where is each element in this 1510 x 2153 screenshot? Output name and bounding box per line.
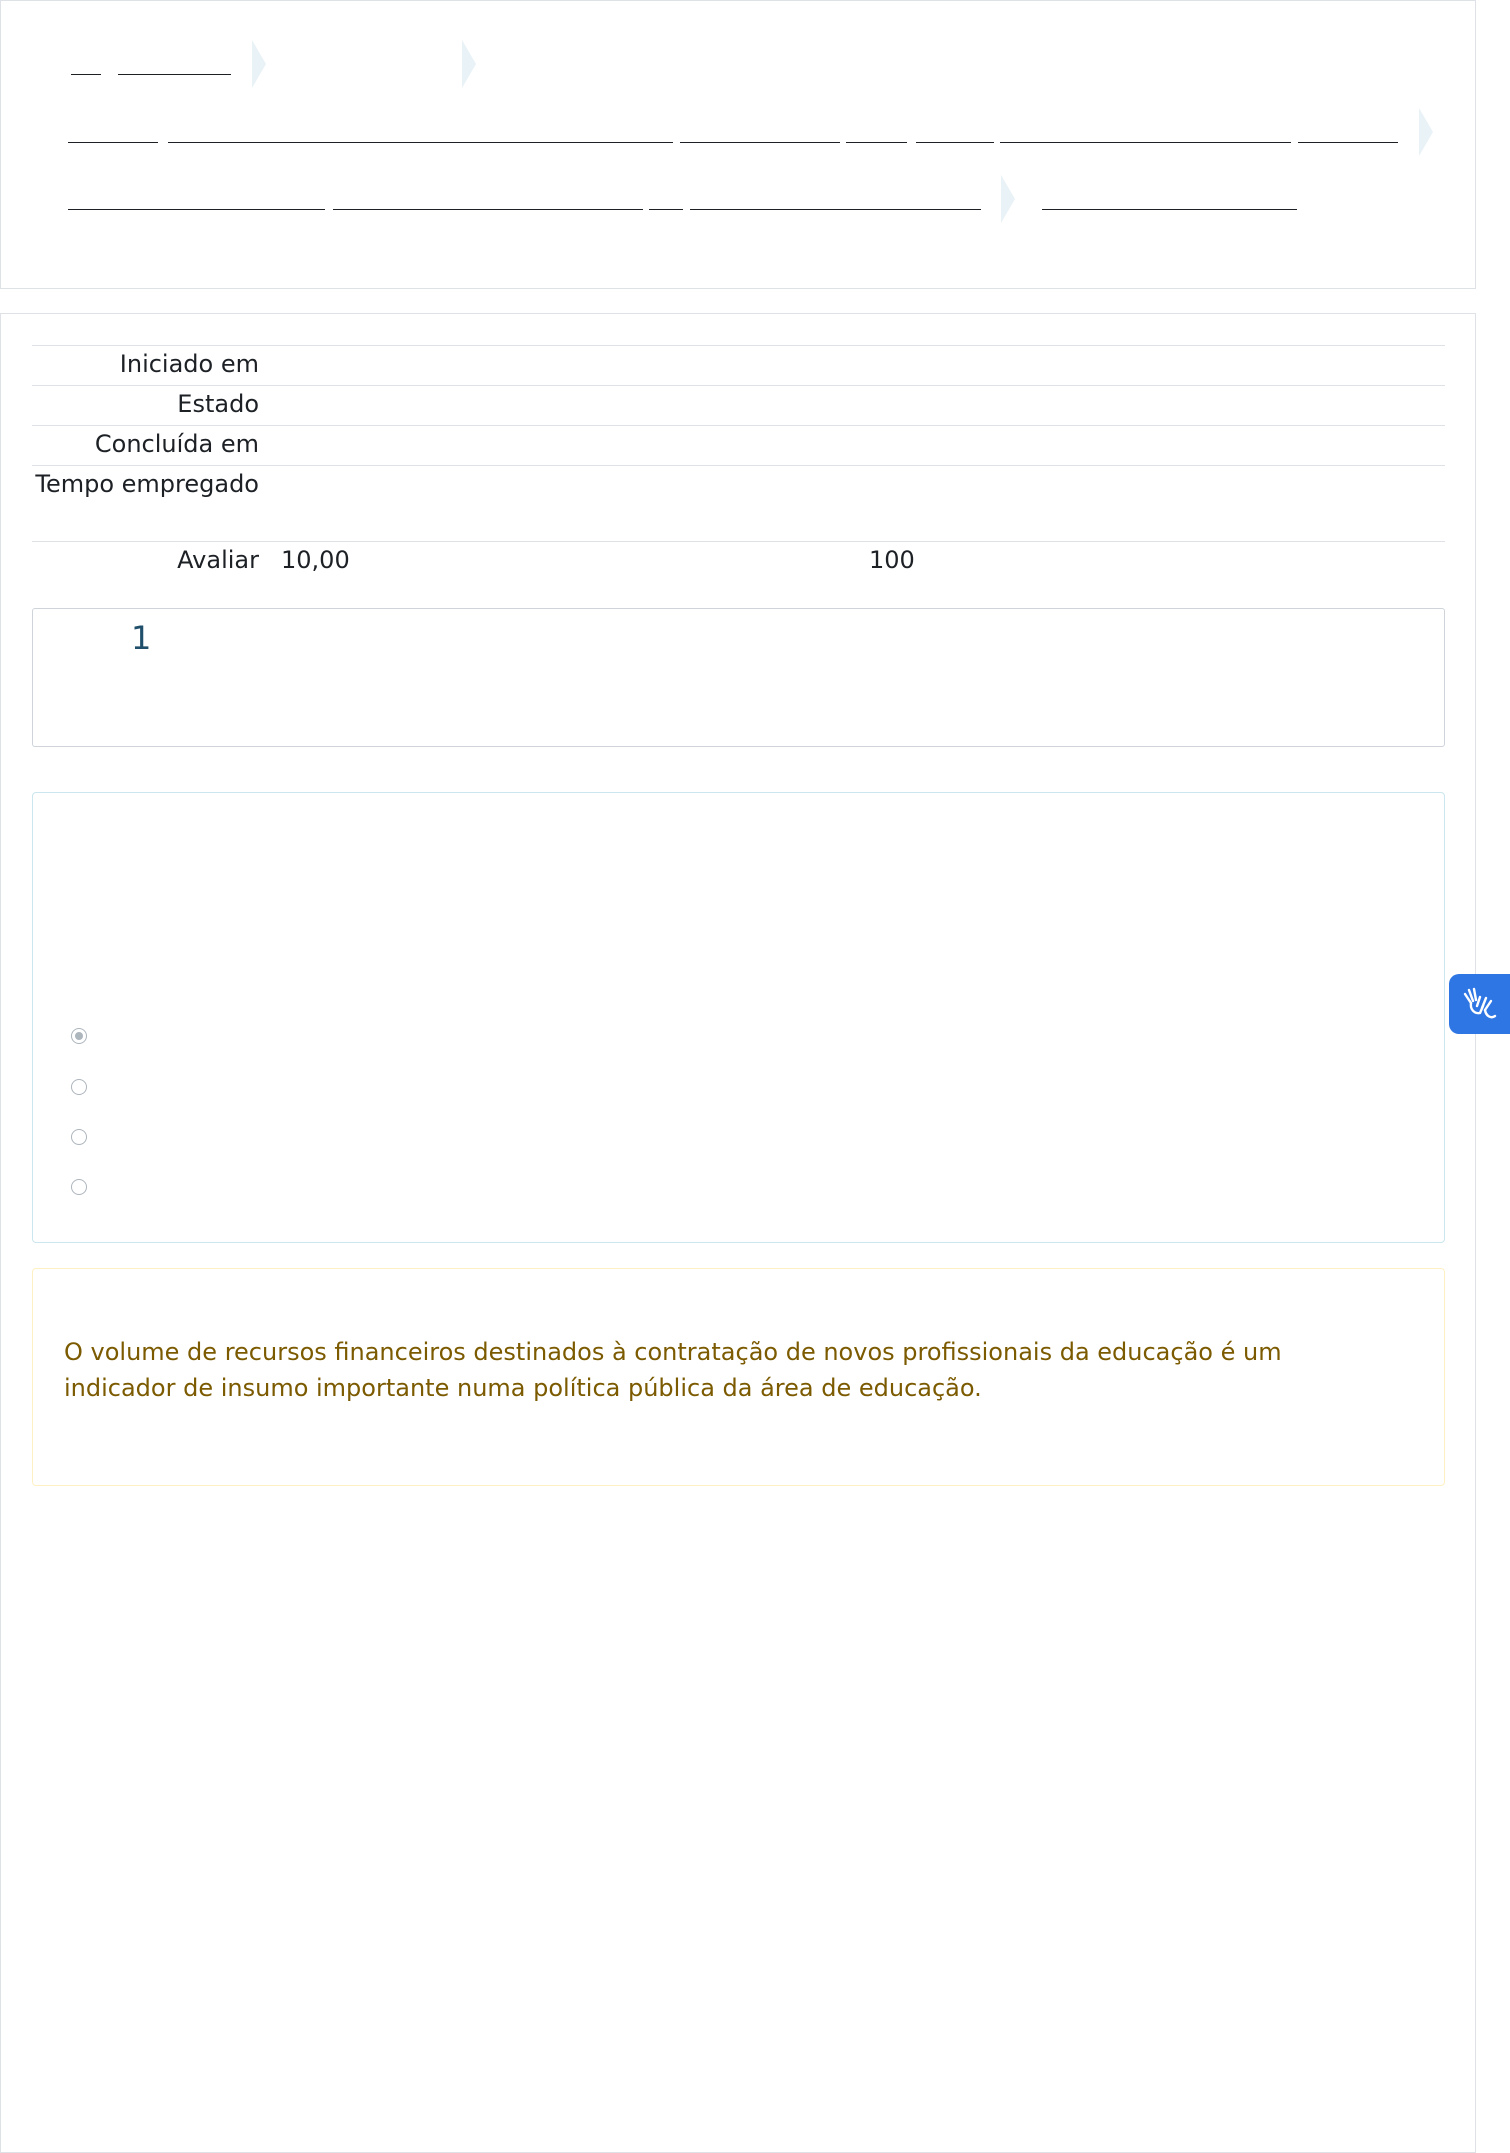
grade-label: Avaliar [32,542,259,582]
breadcrumb-separator-icon [252,40,266,88]
breadcrumb-separator-icon [462,40,476,88]
general-feedback-box [32,1268,1445,1486]
breadcrumb-link-category-3[interactable] [680,142,840,143]
breadcrumb-link-category-5[interactable] [916,142,994,143]
breadcrumb-link-course-2[interactable] [333,209,643,210]
grade-value: 10,00 [281,546,350,574]
sign-language-hands-icon [1460,986,1500,1022]
breadcrumb-link-category-6[interactable] [1000,142,1291,143]
accessibility-button[interactable] [1449,974,1510,1034]
breadcrumb-link-category-7[interactable] [1298,142,1398,143]
completed-on-label: Concluída em [32,426,259,466]
question-info-box [32,608,1445,747]
feedback-text: O volume de recursos financeiros destinados à contratação de novos profissionais da educação é um indicador de insumo importante numa política pública da área de educação. [64,1338,1282,1402]
question-content-box [32,792,1445,1243]
breadcrumb-separator-icon [1419,108,1433,156]
completed-on-value [259,426,1445,466]
breadcrumb-link-course-1[interactable] [68,209,325,210]
breadcrumb-link-quiz[interactable] [1042,209,1297,210]
question-number: 1 [131,619,152,657]
summary-row-grade [32,542,1445,582]
breadcrumb-link-courses[interactable] [118,74,231,75]
breadcrumb-card [0,0,1476,289]
breadcrumb-link-course-4[interactable] [690,209,981,210]
breadcrumb-link-category-2[interactable] [168,142,673,143]
summary-row-started [32,346,1445,386]
breadcrumb-link-category-4[interactable] [846,142,907,143]
quiz-summary-table [32,345,1445,582]
time-taken-label: Tempo empregado [32,466,259,542]
summary-row-state [32,386,1445,426]
answer-radio-3[interactable] [71,1129,87,1145]
breadcrumb-link-home[interactable] [71,74,101,75]
summary-row-completed [32,426,1445,466]
breadcrumb-separator-icon [1001,175,1015,223]
answer-radio-2[interactable] [71,1079,87,1095]
breadcrumb-link-category-1[interactable] [68,142,158,143]
answer-radio-1[interactable] [71,1028,87,1044]
state-label: Estado [32,386,259,426]
state-value [259,386,1445,426]
started-on-label: Iniciado em [32,346,259,386]
time-taken-value [259,466,1445,542]
answer-radio-4[interactable] [71,1179,87,1195]
summary-row-time [32,466,1445,542]
grade-max: 100 [869,546,915,574]
started-on-value [259,346,1445,386]
grade-cell [259,542,1445,582]
breadcrumb-link-course-3[interactable] [649,209,683,210]
